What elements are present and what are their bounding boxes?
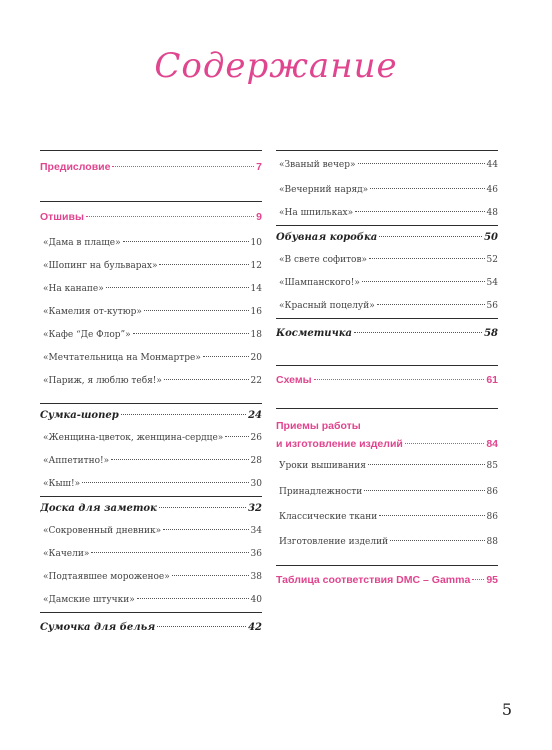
toc-entry-title: «Камелия от-кутюр» — [43, 307, 142, 317]
toc-entry-title: Сумочка для белья — [40, 622, 156, 633]
toc-entry[interactable] — [40, 497, 262, 520]
toc-section-priemy — [276, 408, 498, 555]
toc-entry-page: 50 — [484, 232, 498, 243]
toc-entry-page: 58 — [484, 328, 498, 339]
toc-dot-leader — [121, 414, 246, 415]
toc-left-column — [40, 150, 262, 643]
toc-entry-page: 52 — [486, 255, 498, 265]
toc-section-obuvnaya — [276, 225, 498, 318]
toc-entry-page: 7 — [256, 161, 262, 173]
toc-entry[interactable] — [276, 453, 498, 480]
toc-entry-title: Принадлежности — [279, 487, 363, 497]
toc-entry-title: «Шампанского!» — [279, 278, 360, 288]
toc-entry[interactable] — [40, 151, 262, 183]
toc-entry[interactable] — [276, 226, 498, 249]
toc-entry-page: 38 — [250, 572, 262, 582]
toc-entry[interactable] — [276, 179, 498, 202]
toc-entry-page: 42 — [248, 622, 262, 633]
toc-entry[interactable] — [40, 347, 262, 370]
toc-entry[interactable] — [276, 319, 498, 349]
toc-entry[interactable] — [276, 566, 498, 594]
page-number: 5 — [501, 700, 512, 719]
toc-entry[interactable] — [40, 520, 262, 543]
toc-entry-title: «В свете софитов» — [279, 255, 368, 265]
toc-entry[interactable] — [40, 543, 262, 566]
toc-entry[interactable] — [276, 249, 498, 272]
toc-dot-leader — [369, 258, 484, 259]
toc-section-otshivy — [40, 201, 262, 393]
toc-entry-page: 54 — [486, 278, 498, 288]
toc-entry-title: «Аппетитно!» — [43, 456, 110, 466]
toc-entry-page: 34 — [250, 526, 262, 536]
toc-entry[interactable] — [40, 255, 262, 278]
toc-entry-title: Классические ткани — [279, 512, 378, 522]
toc-entry-title: «Шопинг на бульварах» — [43, 261, 158, 271]
toc-entry-title: «Сокровенный дневник» — [43, 526, 162, 536]
toc-entry-title: Предисловие — [40, 161, 111, 173]
toc-entry[interactable] — [276, 435, 498, 453]
toc-entry-title: Отшивы — [40, 211, 84, 223]
toc-section-continued — [276, 150, 498, 225]
page-title: Содержание — [154, 46, 398, 86]
toc-dot-leader — [364, 490, 484, 491]
toc-dot-leader — [355, 211, 484, 212]
toc-entry-title: Схемы — [276, 374, 312, 386]
toc-section-sumka — [40, 403, 262, 496]
toc-entry[interactable] — [276, 366, 498, 394]
toc-entry-page: 20 — [250, 353, 262, 363]
toc-dot-leader — [111, 459, 248, 460]
toc-entry-title: «Званый вечер» — [279, 160, 356, 170]
toc-entry[interactable] — [40, 202, 262, 232]
toc-entry-page: 46 — [486, 185, 498, 195]
toc-entry[interactable] — [40, 450, 262, 473]
toc-dot-leader — [164, 379, 249, 380]
toc-section-skhemy — [276, 365, 498, 394]
toc-section-kosmetichka — [276, 318, 498, 349]
toc-entry-page: 12 — [250, 261, 262, 271]
toc-entry-line — [276, 417, 498, 435]
toc-entry[interactable] — [276, 202, 498, 225]
toc-entry-page: 61 — [486, 374, 498, 386]
toc-entry-page: 26 — [250, 433, 262, 443]
toc-entry-page: 48 — [486, 208, 498, 218]
toc-entry-title: «Кыш!» — [43, 479, 81, 489]
toc-right-column — [276, 150, 498, 594]
toc-dot-leader — [390, 540, 484, 541]
toc-entry-title: Обувная коробка — [276, 232, 378, 243]
toc-entry[interactable] — [40, 324, 262, 347]
toc-entry-title: Изготовление изделий — [279, 537, 389, 547]
toc-entry-page: 32 — [248, 503, 262, 514]
toc-entry-page: 30 — [250, 479, 262, 489]
toc-entry[interactable] — [276, 480, 498, 505]
toc-entry-page: 28 — [250, 456, 262, 466]
toc-entry-title: «Подтаявшее мороженое» — [43, 572, 170, 582]
toc-entry-page: 86 — [486, 512, 498, 522]
toc-section-intro — [40, 150, 262, 183]
toc-entry-page: 88 — [486, 537, 498, 547]
toc-dot-leader — [133, 333, 249, 334]
toc-dot-leader — [370, 188, 484, 189]
toc-dot-leader — [137, 598, 249, 599]
toc-entry-page: 24 — [248, 410, 262, 421]
toc-entry-title: Таблица соответствия DMC – Gamma — [276, 574, 471, 586]
toc-entry-title: «Париж, я люблю тебя!» — [43, 376, 162, 386]
toc-entry-page: 22 — [250, 376, 262, 386]
toc-entry[interactable] — [40, 278, 262, 301]
toc-entry[interactable] — [276, 530, 498, 555]
toc-section-tablica — [276, 565, 498, 594]
toc-dot-leader — [91, 552, 248, 553]
toc-dot-leader — [163, 529, 248, 530]
toc-entry-page: 16 — [250, 307, 262, 317]
toc-dot-leader — [112, 166, 254, 167]
toc-entry-title: Приемы работы — [276, 420, 361, 432]
toc-entry-page: 84 — [486, 438, 498, 450]
toc-entry-title: «Качели» — [43, 549, 90, 559]
toc-entry-title: Доска для заметок — [40, 503, 157, 514]
toc-entry-page: 86 — [486, 487, 498, 497]
toc-dot-leader — [144, 310, 249, 311]
toc-entry-title: «На канапе» — [43, 284, 104, 294]
toc-entry-title: «Женщина-цветок, женщина-сердце» — [43, 433, 224, 443]
toc-dot-leader — [123, 241, 249, 242]
toc-entry[interactable] — [40, 473, 262, 496]
toc-entry-page: 10 — [250, 238, 262, 248]
toc-dot-leader — [472, 579, 484, 580]
toc-dot-leader — [172, 575, 249, 576]
toc-entry-title: «Вечерний наряд» — [279, 185, 369, 195]
toc-entry[interactable] — [276, 151, 498, 179]
toc-entry-page: 9 — [256, 211, 262, 223]
toc-entry[interactable] — [276, 272, 498, 295]
toc-entry-title: «Мечтательница на Монмартре» — [43, 353, 201, 363]
toc-dot-leader — [354, 332, 482, 333]
toc-entry[interactable] — [40, 370, 262, 393]
toc-entry-page: 18 — [250, 330, 262, 340]
toc-entry[interactable] — [40, 589, 262, 612]
toc-dot-leader — [82, 482, 248, 483]
toc-dot-leader — [379, 236, 482, 237]
toc-entry[interactable] — [40, 301, 262, 324]
toc-dot-leader — [377, 304, 485, 305]
toc-entry-title: Сумка-шопер — [40, 410, 119, 421]
toc-dot-leader — [159, 507, 246, 508]
toc-entry-title: Косметичка — [276, 328, 352, 339]
toc-dot-leader — [106, 287, 249, 288]
toc-dot-leader — [157, 626, 246, 627]
toc-section-doska — [40, 496, 262, 612]
toc-entry[interactable] — [40, 232, 262, 255]
toc-dot-leader — [368, 464, 485, 465]
toc-entry-title: «Кафе “Де Флор”» — [43, 330, 131, 340]
toc-entry-page: 44 — [486, 160, 498, 170]
toc-entry-page: 40 — [250, 595, 262, 605]
toc-entry[interactable] — [276, 295, 498, 318]
toc-dot-leader — [379, 515, 484, 516]
toc-dot-leader — [203, 356, 249, 357]
toc-dot-leader — [362, 281, 485, 282]
toc-entry-page: 14 — [250, 284, 262, 294]
toc-entry-title: Уроки вышивания — [279, 461, 366, 471]
toc-entry[interactable] — [40, 613, 262, 643]
toc-entry[interactable] — [40, 566, 262, 589]
toc-entry-page: 56 — [486, 301, 498, 311]
toc-entry-page: 95 — [486, 574, 498, 586]
toc-section-sumochka — [40, 612, 262, 643]
toc-entry-page: 36 — [250, 549, 262, 559]
toc-entry-title: и изготовление изделий — [276, 438, 403, 450]
toc-dot-leader — [314, 379, 485, 380]
toc-entry[interactable] — [40, 427, 262, 450]
toc-entry-title: «Дамские штучки» — [43, 595, 135, 605]
toc-dot-leader — [86, 216, 254, 217]
toc-dot-leader — [225, 436, 248, 437]
toc-entry[interactable] — [40, 404, 262, 427]
toc-entry-title: «На шпильках» — [279, 208, 354, 218]
toc-dot-leader — [159, 264, 248, 265]
toc-dot-leader — [405, 443, 484, 444]
toc-entry-title: «Красный поцелуй» — [279, 301, 375, 311]
toc-entry-page: 85 — [486, 461, 498, 471]
toc-entry[interactable] — [276, 505, 498, 530]
toc-dot-leader — [358, 163, 485, 164]
toc-entry-title: «Дама в плаще» — [43, 238, 121, 248]
